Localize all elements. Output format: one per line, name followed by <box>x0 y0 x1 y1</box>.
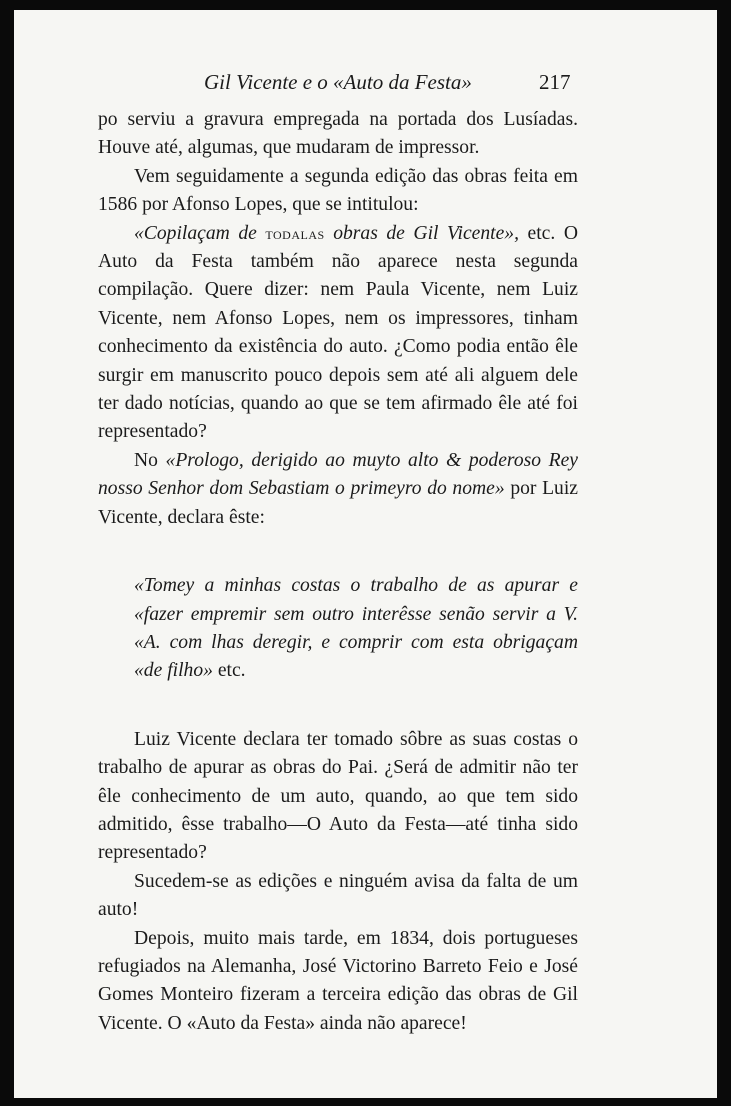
quote-tail: etc. <box>217 660 246 682</box>
book-title-part-a: «Copilaçam de <box>134 222 257 244</box>
paragraph-copilacam <box>98 220 578 447</box>
book-title-part-b: obras de Gil Vicente», <box>333 222 519 244</box>
paragraph-continuation: po serviu a gravura empregada na portada dos Lusíadas. Houve até, algumas, que mudaram de impressor. <box>98 109 578 159</box>
paragraph-third-edition: Depois, muito mais tarde, em 1834, dois portugueses refugiados na Alemanha, José Victorino Barreto Feio e José Gomes Monteiro fizeram a terceira edição das obras de Gil Vicente. O «Auto da Festa» ainda não aparece! <box>98 927 578 1034</box>
prologo-title: «Prologo, derigido ao muyto alto & poderoso Rey nosso Senhor dom Sebastiam o primeyro do nome» <box>98 449 578 500</box>
page-body <box>98 106 578 1038</box>
block-quote <box>98 572 578 686</box>
paragraph-copilacam-text: etc. O Auto da Festa também não aparece nesta segunda compilação. Quere dizer: nem Paula Vicente, nem Luiz Vicente, nem Afonso Lopes, nem os impressores, tinham conhecimento da existência do auto. ¿Como podia então êle surgir em manuscrito pouco depois sem até ali alguem dele ter dado notícias, quando ao que se tem afirmado êle até foi representado? <box>98 222 578 443</box>
paragraph-luiz-vicente: Luiz Vicente declara ter tomado sôbre as suas costas o trabalho de apurar as obras do Pai. ¿Será de admitir não ter êle conhecimento de um auto, quando, ao que tem sido admitido, êsse trabalho—O Auto da Festa—até tinha sido representado? <box>98 728 578 864</box>
book-page <box>14 10 717 1098</box>
paragraph-prologo <box>98 447 578 532</box>
running-title: Gil Vicente e o «Auto da Festa» <box>204 70 472 94</box>
book-title-smallcaps: todalas <box>265 223 325 243</box>
paragraph-sucedem: Sucedem-se as edições e ninguém avisa da falta de um auto! <box>98 870 578 921</box>
quote-text: «Tomey a minhas costas o trabalho de as apurar e «fazer empremir sem outro interêsse senão servir a V. «A. com lhas deregir, e comprir com esta obrigaçam «de filho» <box>134 575 578 682</box>
page-number: 217 <box>539 70 571 94</box>
prologo-lead: No <box>134 449 158 471</box>
paragraph-second-edition: Vem seguidamente a segunda edição das obras feita em 1586 por Afonso Lopes, que se intitulou: <box>98 165 578 216</box>
prologo-rest: por Luiz Vicente, declara êste: <box>98 478 578 528</box>
